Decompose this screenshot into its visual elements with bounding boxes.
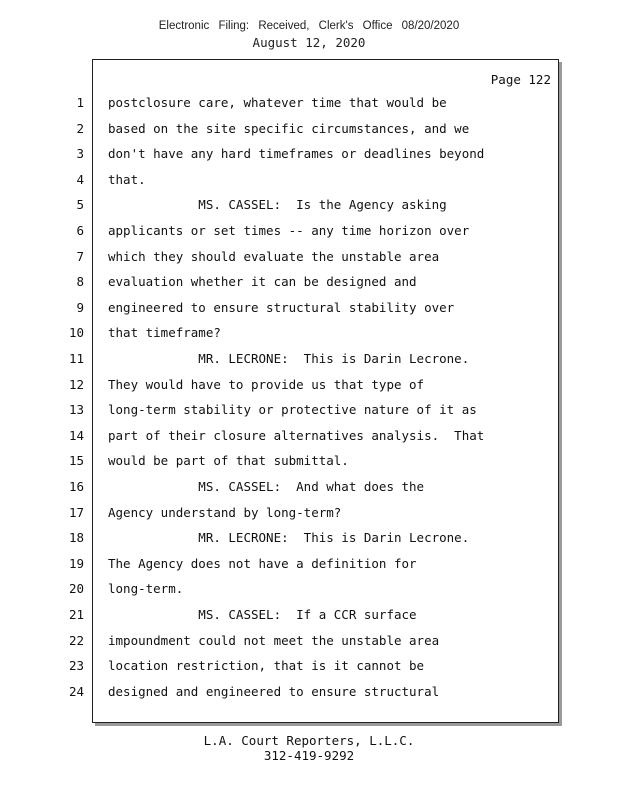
line-number: 16	[68, 479, 84, 494]
line-number: 8	[76, 274, 84, 289]
page-number: Page 122	[490, 72, 551, 87]
transcript-line-text: don't have any hard timeframes or deadlines beyond	[108, 146, 485, 161]
line-number: 1	[76, 95, 84, 110]
transcript-line-text: applicants or set times -- any time horizon over	[108, 223, 470, 238]
transcript-line-text: MR. LECRONE: This is Darin Lecrone.	[108, 351, 470, 366]
line-number: 12	[68, 377, 84, 392]
transcript-line-text: engineered to ensure structural stability over	[108, 300, 455, 315]
line-number: 22	[68, 633, 84, 648]
transcript-line-text: They would have to provide us that type of	[108, 377, 425, 392]
transcript-line-text: MR. LECRONE: This is Darin Lecrone.	[108, 530, 470, 545]
transcript-line-text: designed and engineered to ensure structural	[108, 684, 440, 699]
transcript-line-text: MS. CASSEL: And what does the	[108, 479, 425, 494]
transcript-line-text: which they should evaluate the unstable area	[108, 249, 440, 264]
transcript-line-text: Agency understand by long-term?	[108, 505, 342, 520]
transcript-line-text: MS. CASSEL: If a CCR surface	[108, 607, 417, 622]
line-number: 5	[76, 197, 84, 212]
transcript-line-text: postclosure care, whatever time that would be	[108, 95, 447, 110]
transcript-line-text: long-term stability or protective nature of it as	[108, 402, 477, 417]
transcript-line-text: that.	[108, 172, 146, 187]
document-date: August 12, 2020	[252, 35, 366, 50]
line-number: 6	[76, 223, 84, 238]
transcript-line-text: location restriction, that is it cannot be	[108, 658, 425, 673]
line-number: 18	[68, 530, 84, 545]
filing-stamp: Electronic Filing: Received, Clerk's Office 08/20/2020	[158, 20, 460, 32]
line-number: 23	[68, 658, 84, 673]
transcript-line-text: based on the site specific circumstances, and we	[108, 121, 470, 136]
transcript-line-text: MS. CASSEL: Is the Agency asking	[108, 197, 447, 212]
transcript-line-text: evaluation whether it can be designed and	[108, 274, 417, 289]
line-number: 17	[68, 505, 84, 520]
court-reporter-name: L.A. Court Reporters, L.L.C.	[203, 733, 415, 748]
line-number: 24	[68, 684, 84, 699]
line-number: 4	[76, 172, 84, 187]
line-number: 14	[68, 428, 84, 443]
line-number: 7	[76, 249, 84, 264]
line-number: 2	[76, 121, 84, 136]
line-number: 21	[68, 607, 84, 622]
line-number: 19	[68, 556, 84, 571]
transcript-line-text: The Agency does not have a definition for	[108, 556, 417, 571]
line-number: 13	[68, 402, 84, 417]
line-number: 9	[76, 300, 84, 315]
transcript-line-text: impoundment could not meet the unstable area	[108, 633, 440, 648]
line-number: 15	[68, 453, 84, 468]
line-number: 11	[68, 351, 84, 366]
transcript-line-text: that timeframe?	[108, 325, 221, 340]
court-reporter-phone: 312-419-9292	[263, 748, 355, 763]
line-number: 3	[76, 146, 84, 161]
line-number: 10	[68, 325, 84, 340]
transcript-line-text: would be part of that submittal.	[108, 453, 349, 468]
line-number: 20	[68, 581, 84, 596]
transcript-line-text: long-term.	[108, 581, 184, 596]
transcript-line-text: part of their closure alternatives analysis. That	[108, 428, 485, 443]
